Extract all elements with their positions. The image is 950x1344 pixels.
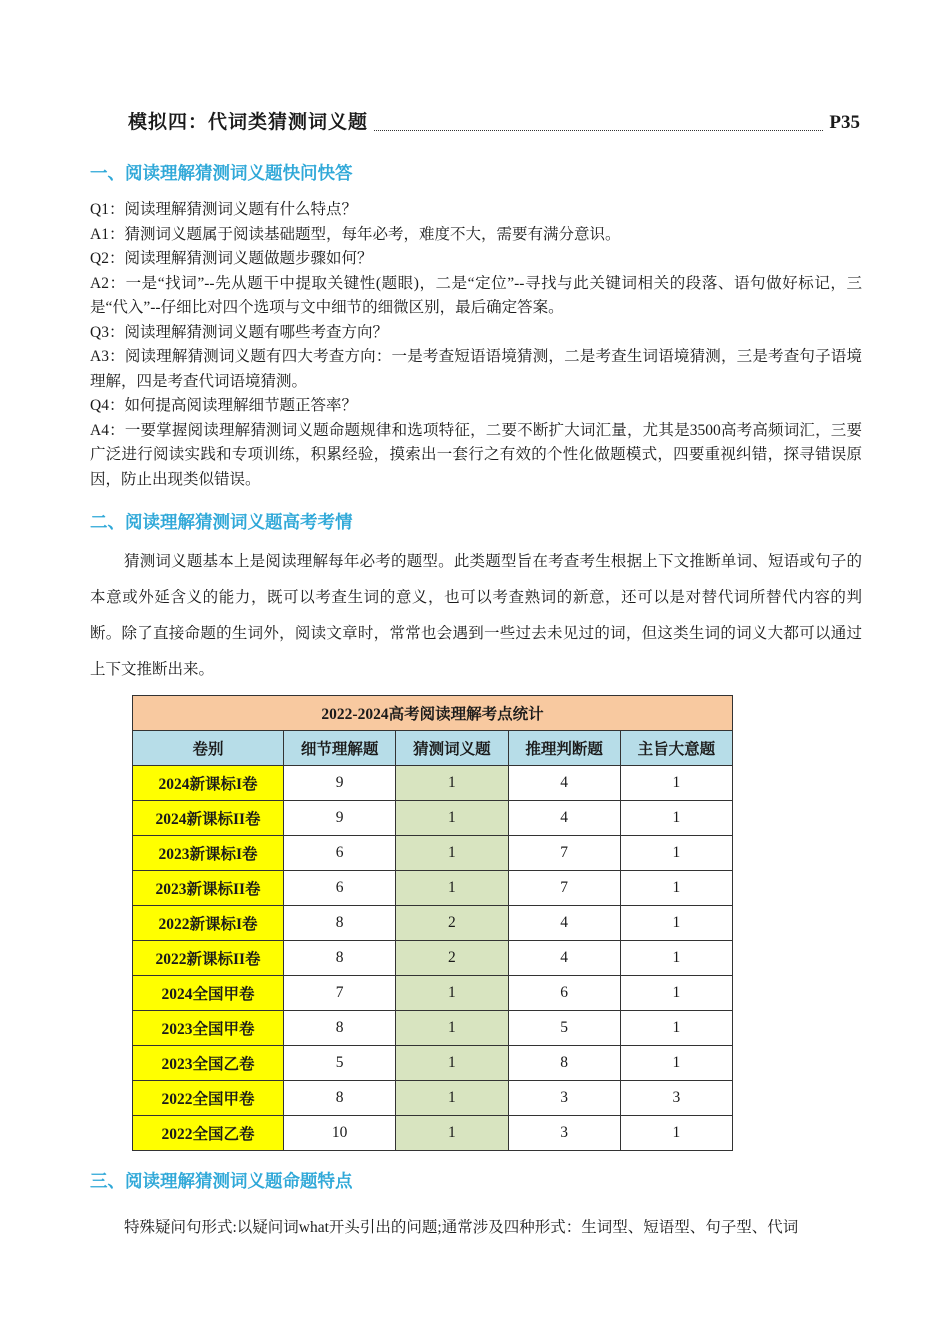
table-cell: 3 — [508, 1116, 620, 1151]
page-number: P35 — [829, 112, 860, 133]
table-cell: 1 — [396, 976, 508, 1011]
table-cell: 1 — [620, 941, 732, 976]
table-cell: 1 — [396, 801, 508, 836]
table-cell: 1 — [396, 766, 508, 801]
table-cell: 6 — [284, 836, 396, 871]
column-header: 推理判断题 — [508, 731, 620, 766]
paper-name-cell: 2023全国甲卷 — [133, 1011, 284, 1046]
question-3: Q3：阅读理解猜测词义题有哪些考查方向？ — [90, 323, 388, 341]
table-cell: 1 — [396, 1081, 508, 1116]
table-cell: 1 — [620, 801, 732, 836]
table-cell: 1 — [396, 836, 508, 871]
table-cell: 5 — [508, 1011, 620, 1046]
header-dotted-leader — [374, 130, 823, 131]
paper-name-cell: 2022全国甲卷 — [133, 1081, 284, 1116]
answer-4: A4：一要掌握阅读理解猜测词义题命题规律和选项特征，二要不断扩大词汇量，尤其是3500高考高频词汇，三要广泛进行阅读实践和专项训练，积累经验，摸索出一套行之有效的个性化做题模式，四要重视纠错，探寻错误原因，防止出现类似错误。 — [90, 421, 862, 488]
table-cell: 1 — [620, 871, 732, 906]
table-cell: 1 — [396, 871, 508, 906]
exam-stats-table — [132, 695, 733, 1151]
table-cell: 8 — [508, 1046, 620, 1081]
table-caption: 2022-2024高考阅读理解考点统计 — [133, 696, 733, 731]
table-cell: 8 — [284, 941, 396, 976]
table-cell: 3 — [508, 1081, 620, 1116]
table-row — [133, 801, 733, 836]
question-2: Q2：阅读理解猜测词义题做题步骤如何？ — [90, 250, 373, 267]
features-paragraph: 特殊疑问句形式:以疑问词what开头引出的问题;通常涉及四种形式：生词型、短语型、句子型、代词 — [124, 1219, 799, 1236]
table-cell: 8 — [284, 1081, 396, 1116]
table-row — [133, 1046, 733, 1081]
table-cell: 7 — [284, 976, 396, 1011]
table-cell: 1 — [620, 836, 732, 871]
table-row — [133, 836, 733, 871]
table-cell: 1 — [396, 1011, 508, 1046]
table-cell: 5 — [284, 1046, 396, 1081]
table-cell: 4 — [508, 801, 620, 836]
table-cell: 6 — [508, 976, 620, 1011]
table-row — [133, 1011, 733, 1046]
table-cell: 2 — [396, 941, 508, 976]
paper-name-cell: 2024新课标I卷 — [133, 766, 284, 801]
table-row — [133, 766, 733, 801]
table-cell: 8 — [284, 906, 396, 941]
table-cell: 1 — [620, 766, 732, 801]
table-cell: 1 — [396, 1116, 508, 1151]
qa-block — [90, 198, 862, 492]
table-cell: 7 — [508, 871, 620, 906]
paper-name-cell: 2023全国乙卷 — [133, 1046, 284, 1081]
answer-2: A2：一是“找词”--先从题干中提取关键性(题眼)，二是“定位”--寻找与此关键词相关的段落、语句做好标记，三是“代入”--仔细比对四个选项与文中细节的细微区别，最后确定答案。 — [90, 274, 862, 316]
section-heading-qa: 一、阅读理解猜测词义题快问快答 — [90, 164, 353, 184]
table-row — [133, 1116, 733, 1151]
table-cell: 1 — [396, 1046, 508, 1081]
intro-paragraph: 猜测词义题基本上是阅读理解每年必考的题型。此类题型旨在考查考生根据上下文推断单词、短语或句子的本意或外延含义的能力，既可以考查生词的意义，也可以考查熟词的新意，还可以是对替代词所替代内容的判断。除了直接命题的生词外，阅读文章时，常常也会遇到一些过去未见过的词，但这类生词的词义大都可以通过上下文推断出来。 — [90, 553, 862, 678]
column-header: 猜测词义题 — [396, 731, 508, 766]
section-heading-exam-stats: 二、阅读理解猜测词义题高考考情 — [90, 513, 353, 533]
table-cell: 1 — [620, 1116, 732, 1151]
table-cell: 4 — [508, 941, 620, 976]
column-header: 主旨大意题 — [620, 731, 732, 766]
table-cell: 1 — [620, 1046, 732, 1081]
question-4: Q4：如何提高阅读理解细节题正答率？ — [90, 397, 357, 414]
table-cell: 1 — [620, 1011, 732, 1046]
answer-1: A1：猜测词义题属于阅读基础题型，每年必考，难度不大，需要有满分意识。 — [90, 225, 621, 243]
paper-name-cell: 2024新课标II卷 — [133, 801, 284, 836]
table-row — [133, 941, 733, 976]
table-cell: 1 — [620, 976, 732, 1011]
paper-name-cell: 2022全国乙卷 — [133, 1116, 284, 1151]
section-heading-features: 三、阅读理解猜测词义题命题特点 — [90, 1172, 353, 1192]
paper-name-cell: 2024全国甲卷 — [133, 976, 284, 1011]
paper-name-cell: 2023新课标I卷 — [133, 836, 284, 871]
page-title: 模拟四：代词类猜测词义题 — [128, 111, 369, 133]
table-cell: 3 — [620, 1081, 732, 1116]
paper-name-cell: 2023新课标II卷 — [133, 871, 284, 906]
table-cell: 10 — [284, 1116, 396, 1151]
paper-name-cell: 2022新课标I卷 — [133, 906, 284, 941]
table-cell: 8 — [284, 1011, 396, 1046]
table-cell: 9 — [284, 801, 396, 836]
paper-name-cell: 2022新课标II卷 — [133, 941, 284, 976]
column-header: 细节理解题 — [284, 731, 396, 766]
table-cell: 2 — [396, 906, 508, 941]
table-row — [133, 906, 733, 941]
table-caption-row — [133, 696, 733, 731]
table-cell: 9 — [284, 766, 396, 801]
table-cell: 7 — [508, 836, 620, 871]
table-row — [133, 871, 733, 906]
table-cell: 4 — [508, 766, 620, 801]
question-1: Q1：阅读理解猜测词义题有什么特点？ — [90, 201, 357, 218]
table-cell: 1 — [620, 906, 732, 941]
column-header: 卷别 — [133, 731, 284, 766]
table-row — [133, 976, 733, 1011]
table-cell: 4 — [508, 906, 620, 941]
table-cell: 6 — [284, 871, 396, 906]
table-row — [133, 1081, 733, 1116]
answer-3: A3：阅读理解猜测词义题有四大考查方向：一是考查短语语境猜测，二是考查生词语境猜测，三是考查句子语境理解，四是考查代词语境猜测。 — [90, 348, 862, 390]
table-header-row — [133, 731, 733, 766]
page-header — [128, 110, 860, 136]
